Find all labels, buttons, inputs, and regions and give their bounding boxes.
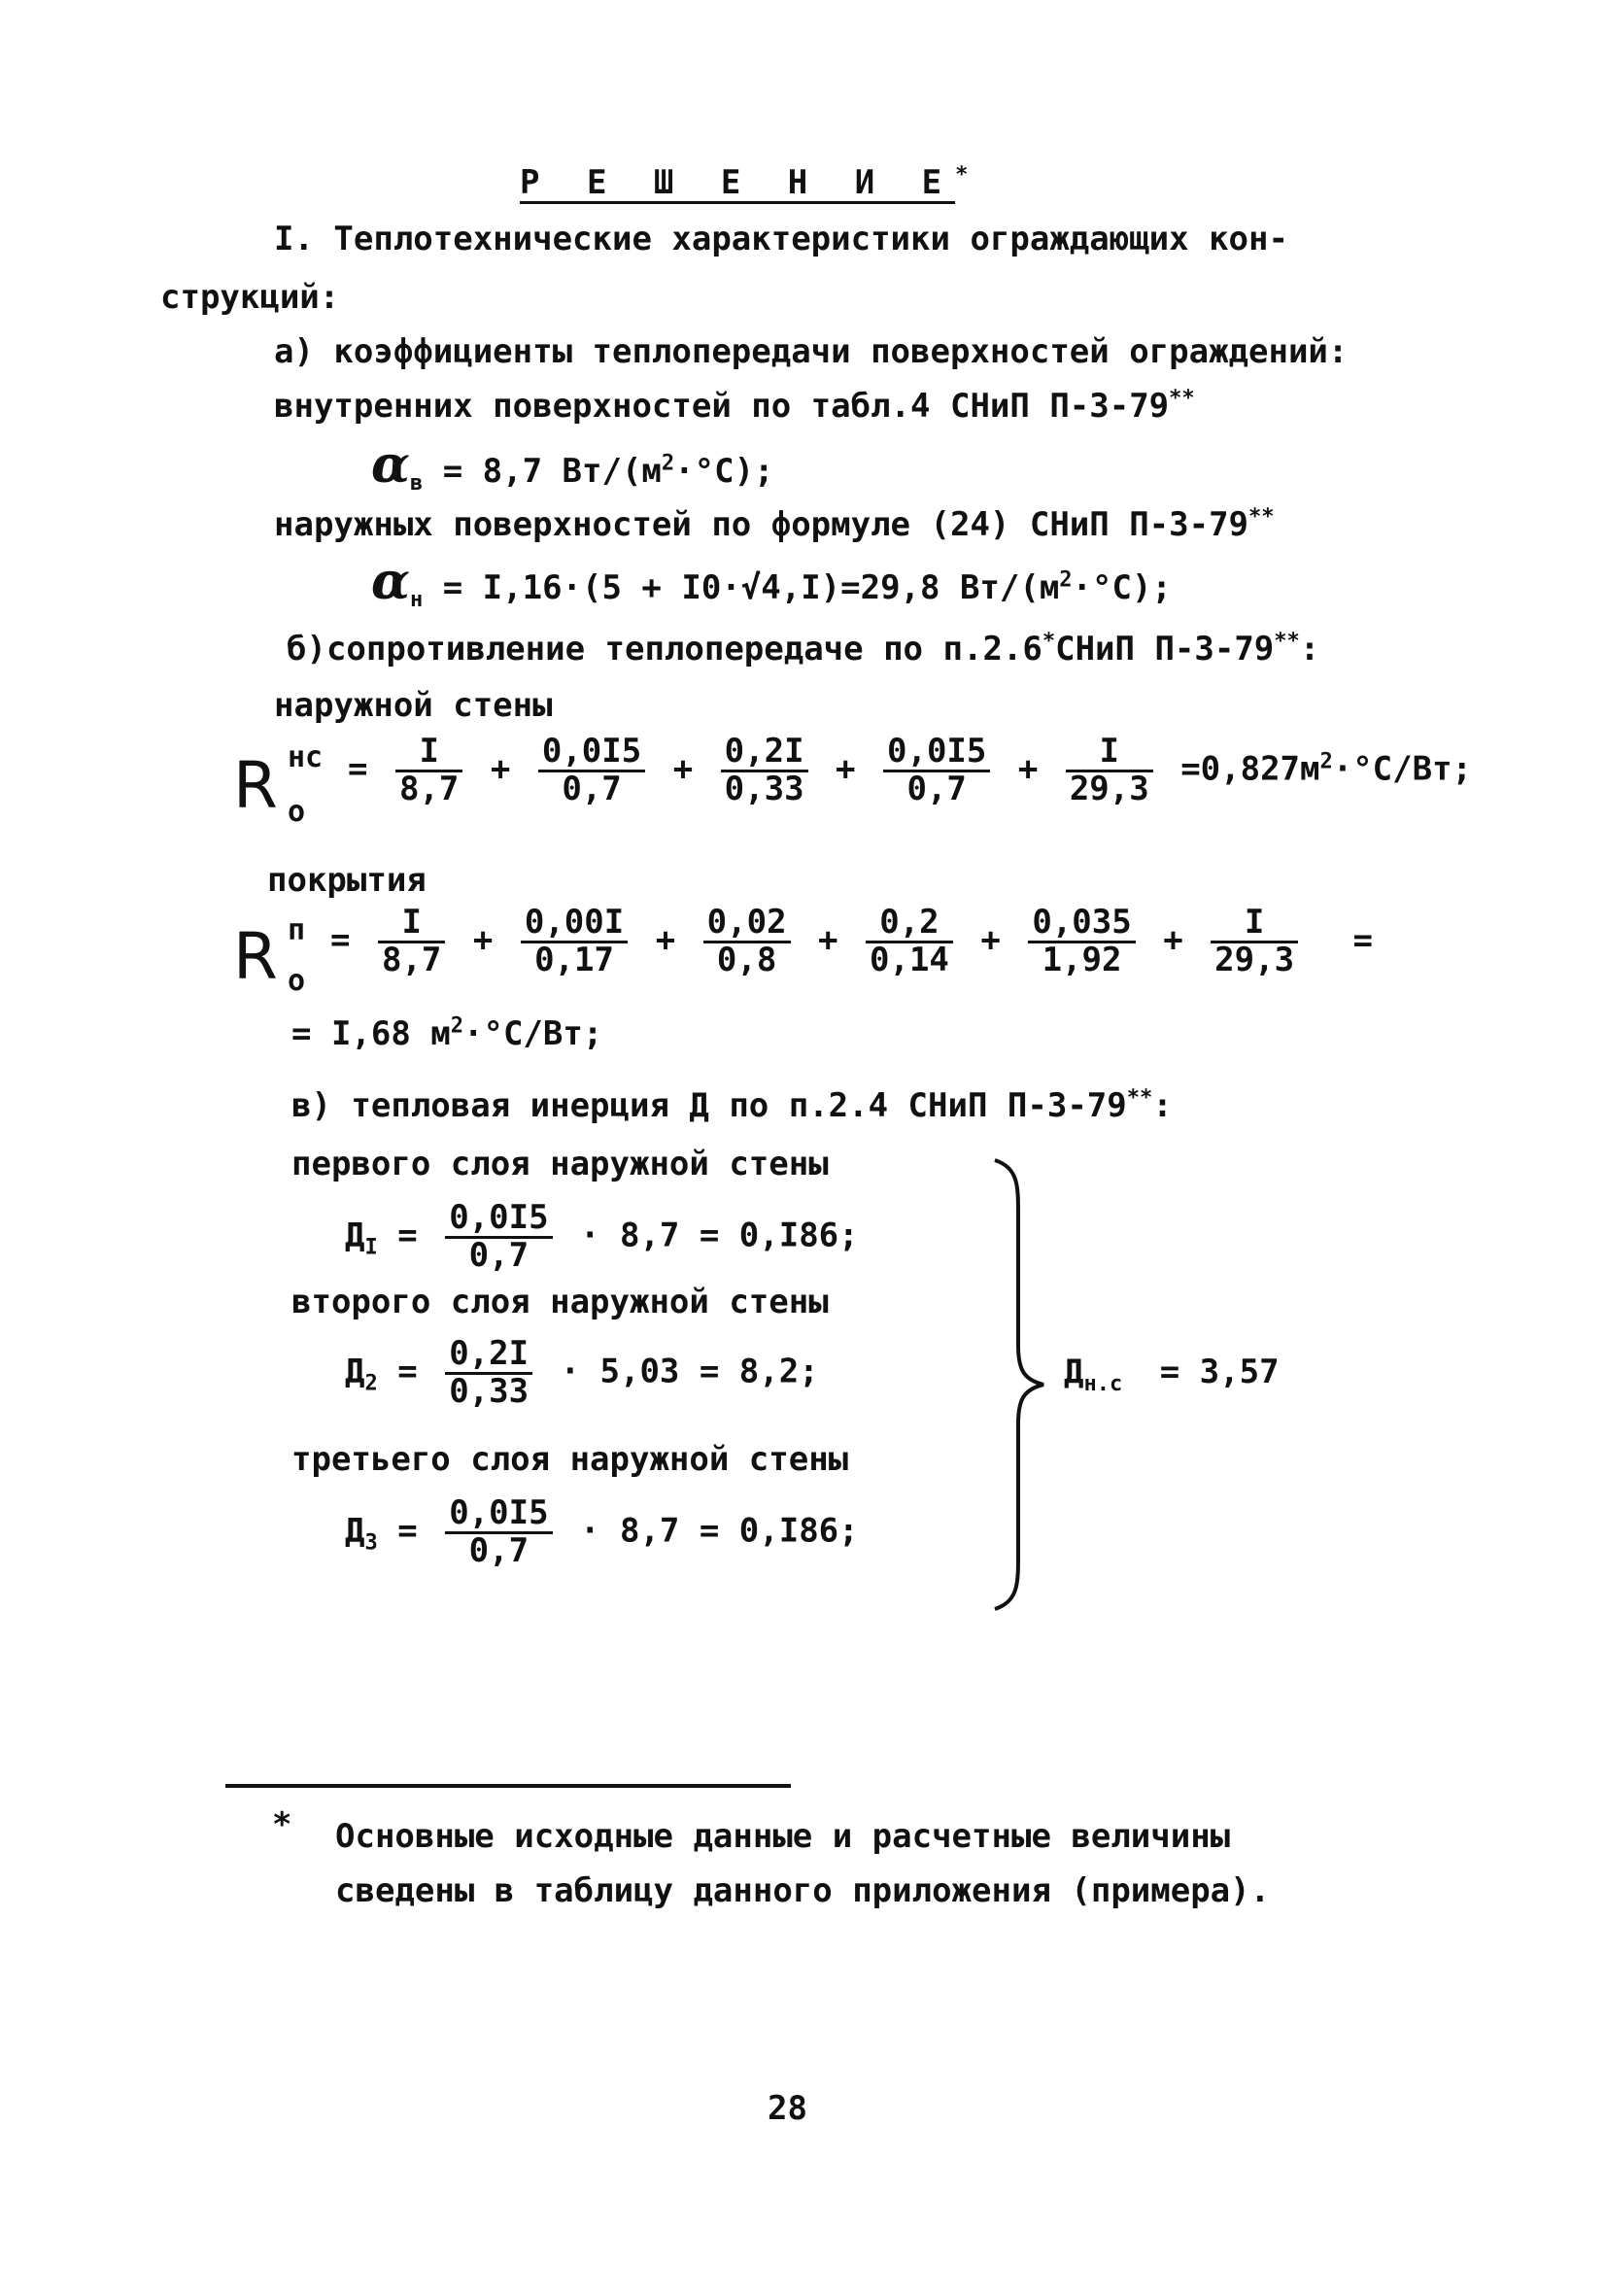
footnote-rule bbox=[225, 1784, 791, 1788]
item-a-line3 bbox=[274, 505, 1275, 545]
fraction bbox=[703, 903, 791, 979]
fraction bbox=[521, 903, 628, 979]
r-symbol: R bbox=[233, 748, 278, 823]
fraction-numerator: 0,02 bbox=[703, 906, 791, 943]
fraction bbox=[378, 903, 445, 979]
d3-symbol: Д bbox=[345, 1511, 365, 1551]
fraction-numerator: 0,2I bbox=[721, 735, 808, 772]
alpha-n-formula bbox=[371, 552, 1172, 612]
fraction-numerator: 0,0I5 bbox=[538, 735, 645, 772]
fraction bbox=[866, 903, 953, 979]
r-roof-expression bbox=[330, 903, 1374, 979]
fraction-denominator: 0,17 bbox=[534, 940, 614, 979]
d-total-symbol: Д bbox=[1064, 1353, 1084, 1391]
r-wall-expression bbox=[348, 732, 1473, 808]
fraction-denominator: 29,3 bbox=[1069, 769, 1149, 808]
item-c-line1-sup: ** bbox=[1126, 1085, 1153, 1111]
plus-sign: + bbox=[980, 920, 1001, 960]
fraction-numerator: I bbox=[395, 735, 462, 772]
fraction bbox=[445, 1493, 552, 1570]
item-a-line2 bbox=[274, 387, 1195, 427]
fraction-numerator: I bbox=[1066, 735, 1153, 772]
page-title bbox=[520, 163, 968, 203]
layer3-label: третьего слоя наружной стены bbox=[291, 1440, 849, 1479]
title-footnote-mark: * bbox=[955, 162, 969, 188]
d-total-value: = 3,57 bbox=[1159, 1353, 1280, 1391]
r-roof-superscript: п bbox=[288, 913, 306, 947]
item-c-line1-end: : bbox=[1152, 1086, 1173, 1125]
item-a-line2-text: внутренних поверхностей по табл.4 СНиП П-3-79 bbox=[274, 387, 1170, 426]
d1-tail: · 8,7 = 0,I86; bbox=[580, 1216, 859, 1255]
equals-sign: = bbox=[397, 1352, 418, 1391]
alpha-n-sub: н bbox=[410, 587, 424, 612]
plus-sign: + bbox=[472, 920, 494, 960]
page-number: 28 bbox=[768, 2089, 807, 2128]
d1-symbol: Д bbox=[345, 1216, 365, 1255]
footnote-line1: Основные исходные данные и расчетные величины bbox=[335, 1817, 1231, 1856]
plus-sign: + bbox=[836, 749, 856, 789]
alpha-n-expr: = I,16·(5 + I0·√4,I)=29,8 Вт/(м bbox=[423, 568, 1060, 607]
item-b-line1-text: б)сопротивление теплопередаче по п.2.6 bbox=[287, 630, 1042, 668]
fraction-denominator: 8,7 bbox=[398, 769, 460, 808]
plus-sign: + bbox=[1163, 920, 1183, 960]
d3-tail: · 8,7 = 0,I86; bbox=[580, 1511, 859, 1551]
alpha-n-sup: 2 bbox=[1059, 567, 1073, 593]
alpha-symbol: α bbox=[371, 552, 411, 611]
fraction-denominator: 0,7 bbox=[468, 1530, 530, 1570]
layer2-label: второго слоя наружной стены bbox=[291, 1283, 829, 1321]
plus-sign: + bbox=[818, 920, 838, 960]
plus-sign: + bbox=[655, 920, 676, 960]
roof-label: покрытия bbox=[267, 861, 427, 900]
r-wall-result-sup: 2 bbox=[1319, 749, 1333, 774]
r-symbol: R bbox=[233, 919, 278, 994]
fraction-denominator: 0,7 bbox=[562, 769, 622, 808]
fraction-numerator: I bbox=[1211, 906, 1298, 943]
layer1-label: первого слоя наружной стены bbox=[291, 1145, 829, 1183]
fraction-numerator: 0,0I5 bbox=[445, 1201, 552, 1239]
title-text: Р Е Ш Е Н И Е bbox=[520, 163, 956, 202]
r-roof-result-tail: ·°С/Вт; bbox=[463, 1014, 603, 1053]
alpha-symbol: α bbox=[371, 435, 411, 495]
alpha-n-tail: ·°С); bbox=[1072, 568, 1172, 607]
d-total bbox=[1064, 1353, 1280, 1396]
fraction bbox=[883, 732, 990, 808]
equals-sign: = bbox=[397, 1216, 418, 1255]
fraction bbox=[395, 732, 462, 808]
item-b-line1-mark: * bbox=[1042, 629, 1056, 654]
r-wall-result: =0,827м bbox=[1180, 749, 1320, 789]
plus-sign: + bbox=[1017, 749, 1039, 789]
fraction-numerator: 0,00I bbox=[521, 906, 628, 943]
fraction bbox=[1028, 903, 1135, 979]
fraction-numerator: 0,2 bbox=[866, 906, 953, 943]
r-roof-result bbox=[291, 1014, 602, 1054]
fraction-denominator: 0,33 bbox=[449, 1371, 530, 1411]
alpha-v-formula bbox=[371, 435, 774, 496]
alpha-v-sub: в bbox=[410, 470, 424, 496]
item-b-line1 bbox=[287, 630, 1319, 669]
item-b-line1-sup: ** bbox=[1274, 629, 1300, 654]
fraction-denominator: 0,7 bbox=[906, 769, 967, 808]
r-roof-result-text: = I,68 м bbox=[291, 1014, 451, 1053]
d2-subscript: 2 bbox=[364, 1371, 378, 1396]
d1-subscript: I bbox=[364, 1235, 378, 1260]
item-c-line1-text: в) тепловая инерция Д по п.2.4 СНиП П-3-79 bbox=[291, 1086, 1127, 1125]
plus-sign: + bbox=[490, 749, 511, 789]
section-1-line1: I. Теплотехнические характеристики ограждающих кон- bbox=[274, 220, 1288, 258]
item-c-line1 bbox=[291, 1086, 1173, 1126]
fraction-denominator: 29,3 bbox=[1214, 940, 1295, 979]
alpha-v-expr: = 8,7 Вт/(м bbox=[423, 452, 662, 491]
d3-formula bbox=[345, 1493, 859, 1570]
fraction bbox=[445, 1334, 532, 1411]
fraction bbox=[445, 1198, 552, 1275]
item-a-line2-sup: ** bbox=[1169, 386, 1195, 411]
plus-sign: + bbox=[672, 749, 694, 789]
r-wall-subscript: о bbox=[288, 795, 306, 829]
d2-formula bbox=[345, 1334, 819, 1411]
footnote-line2: сведены в таблицу данного приложения (примера). bbox=[335, 1871, 1271, 1910]
fraction bbox=[1066, 732, 1153, 808]
equals-sign: = bbox=[330, 920, 351, 960]
fraction bbox=[538, 732, 645, 808]
d1-formula bbox=[345, 1198, 859, 1275]
d2-symbol: Д bbox=[345, 1352, 365, 1391]
item-b-line1-tail: СНиП П-3-79 bbox=[1055, 630, 1275, 668]
r-roof-result-sup: 2 bbox=[450, 1013, 464, 1039]
fraction-numerator: 0,035 bbox=[1028, 906, 1135, 943]
section-1-line2: струкций: bbox=[160, 278, 340, 317]
item-b-line1-end: : bbox=[1299, 630, 1320, 668]
fraction-denominator: 0,8 bbox=[716, 940, 777, 979]
trailing-equals: = bbox=[1352, 920, 1374, 960]
alpha-v-tail: ·°С); bbox=[674, 452, 774, 491]
footnote-mark: * bbox=[272, 1805, 292, 1844]
r-wall-superscript: нс bbox=[288, 740, 324, 774]
d-total-subscript: н.с bbox=[1083, 1371, 1123, 1396]
fraction-numerator: I bbox=[378, 906, 445, 943]
fraction-numerator: 0,0I5 bbox=[445, 1496, 552, 1534]
item-a-line3-sup: ** bbox=[1248, 504, 1275, 530]
fraction-numerator: 0,2I bbox=[445, 1337, 532, 1375]
fraction bbox=[1211, 903, 1298, 979]
wall-label: наружной стены bbox=[274, 686, 553, 725]
fraction-denominator: 0,7 bbox=[468, 1235, 530, 1275]
fraction bbox=[721, 732, 808, 808]
equals-sign: = bbox=[348, 749, 368, 789]
item-a-line3-text: наружных поверхностей по формуле (24) СНиП П-3-79 bbox=[274, 505, 1249, 544]
equals-sign: = bbox=[397, 1511, 418, 1551]
d3-subscript: 3 bbox=[364, 1530, 378, 1556]
alpha-v-sup: 2 bbox=[661, 451, 675, 476]
r-roof-subscript: о bbox=[288, 964, 306, 998]
fraction-denominator: 1,92 bbox=[1042, 940, 1122, 979]
d2-tail: · 5,03 = 8,2; bbox=[560, 1352, 819, 1391]
fraction-denominator: 8,7 bbox=[381, 940, 442, 979]
fraction-numerator: 0,0I5 bbox=[883, 735, 990, 772]
item-a-line1: а) коэффициенты теплопередачи поверхностей ограждений: bbox=[274, 332, 1349, 371]
fraction-denominator: 0,14 bbox=[870, 940, 949, 979]
r-wall-result-tail: ·°С/Вт; bbox=[1332, 749, 1473, 789]
right-brace-icon bbox=[991, 1156, 1049, 1613]
fraction-denominator: 0,33 bbox=[724, 769, 804, 808]
